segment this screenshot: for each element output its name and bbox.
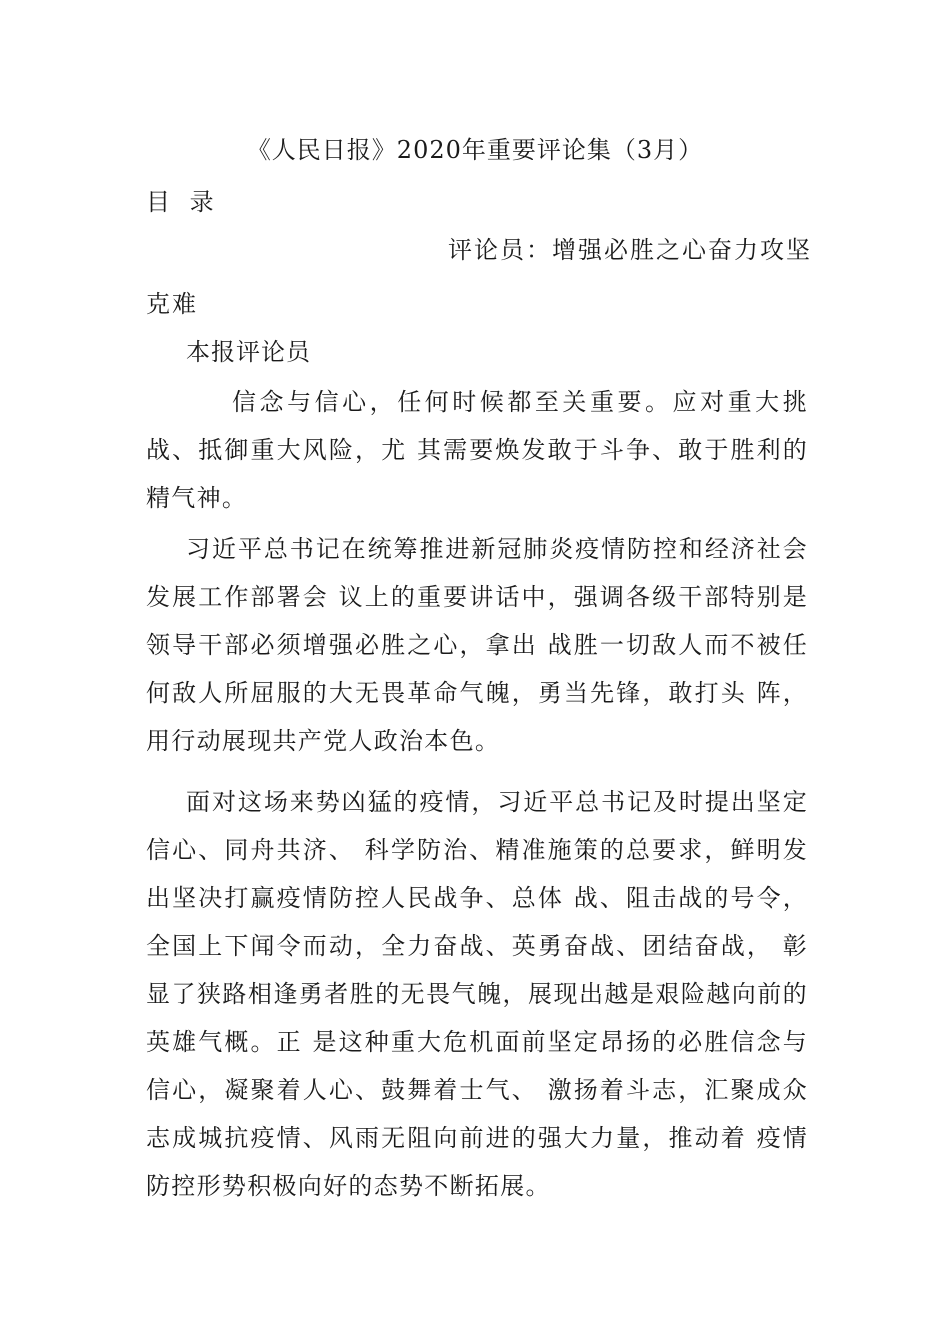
- body-paragraph-3: 面对这场来势凶猛的疫情，习近平总书记及时提出坚定信心、同舟共济、 科学防治、精准施策的总要求，鲜明发出坚决打赢疫情防控人民战争、总体 战、阻击战的号令，全国上下闻令而动，全力奋战、英勇奋战、团结奋战， 彰显了狭路相逢勇者胜的无畏气魄，展现出越是艰险越向前的英雄气概。正 是这种重大危机面前坚定昂扬的必胜信念与信心，凝聚着人心、鼓舞着士气、 激扬着斗志，汇聚成众志成城抗疫情、风雨无阻向前进的强大力量，推动着 疫情防控形势积极向好的态势不断拓展。: [146, 788, 808, 1200]
- document-title: 《人民日报》2020年重要评论集（3月）: [246, 136, 704, 164]
- author-byline: 本报评论员: [186, 338, 311, 366]
- body-paragraph-1: 信念与信心，任何时候都至关重要。应对重大挑战、抵御重大风险，尤 其需要焕发敢于斗争、敢于胜利的精气神。: [146, 388, 808, 512]
- toc-entry-title-line2: 克难: [146, 290, 198, 318]
- body-paragraph-2: 习近平总书记在统筹推进新冠肺炎疫情防控和经济社会发展工作部署会 议上的重要讲话中，强调各级干部特别是领导干部必须增强必胜之心，拿出 战胜一切敌人而不被任何敌人所屈服的大无畏革命气魄，勇当先锋，敢打头 阵，用行动展现共产党人政治本色。: [146, 535, 808, 755]
- toc-heading: 目 录: [146, 188, 220, 216]
- toc-entry-title-line1: 评论员：增强必胜之心奋力攻坚: [448, 236, 812, 264]
